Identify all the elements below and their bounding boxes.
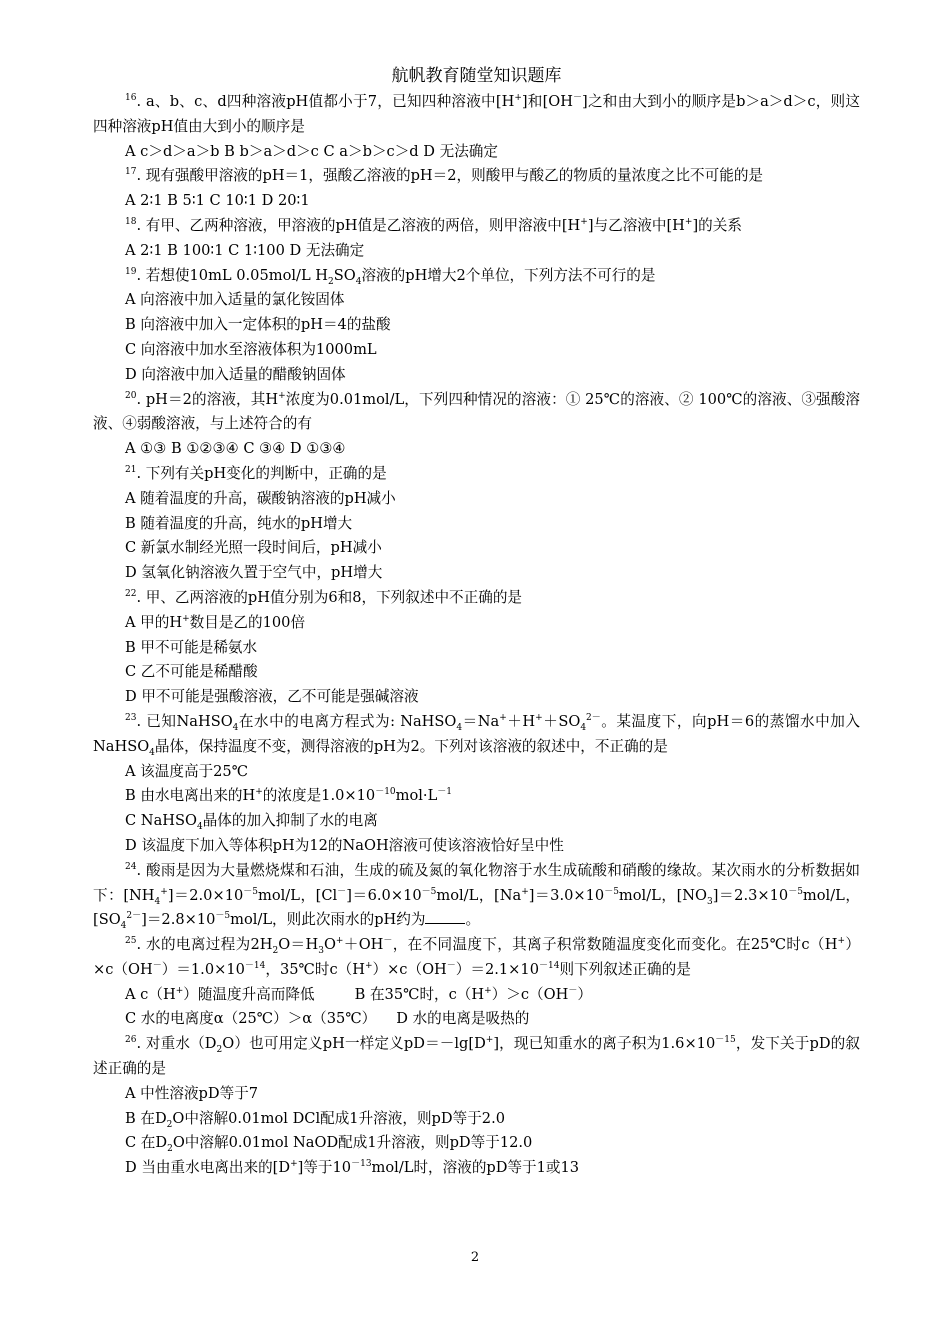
option-d: D 氢氧化钠溶液久置于空气中，pH增大	[125, 564, 383, 582]
page-number: 2	[470, 1250, 480, 1265]
option-d: D 该温度下加入等体积pH为12的NaOH溶液可使该溶液恰好呈中性	[125, 836, 564, 854]
option-a: A 随着温度的升高，碳酸钠溶液的pH减小	[125, 489, 396, 507]
option-c: C NaHSO$_4$晶体的加入抑制了水的电离	[125, 812, 378, 833]
options-cd: C 水的电离度α（25℃）＞α（35℃） D 水的电离是吸热的	[125, 1010, 530, 1028]
option-c: C 新氯水制经光照一段时间后，pH减小	[125, 539, 382, 557]
question-24: $^{24}$. 酸雨是因为大量燃烧煤和石油，生成的硫及氮的氧化物溶于水生成硫酸和硝酸的缘故。某次雨水的分析数据如下：$[NH_4^+]=2.0\times 10^{-5}mol/L$，$[Cl^-]=6.0\times 10^{-5}mol/L$，$[Na^+]=3.0\times 10^{-5}mol/L$，$[NO_3]=2.3\times 10^{-5}mol/L$，$[SO_4^{2-}]=2.8\times 10^{-5}mol/L$，则此次雨水的pH约为 。	[93, 861, 860, 932]
question-number: 16	[125, 93, 137, 104]
page-header: 航帆教育随堂知识题库	[391, 66, 562, 86]
question-18: $^{18}$. 有甲、乙两种溶液，甲溶液的pH值是乙溶液的两倍，则甲溶液中[H+]与乙溶液中[H+]的关系	[125, 216, 742, 234]
question-number: 25	[125, 936, 137, 947]
question-number: 24	[125, 861, 137, 872]
question-number: 23	[125, 713, 137, 724]
question-number: 19	[125, 266, 137, 277]
option-d: D 向溶液中加入适量的醋酸钠固体	[125, 365, 346, 383]
option-b: B 向溶液中加入一定体积的pH＝4的盐酸	[125, 316, 391, 334]
question-20-options: A ①③ B ①②③④ C ③④ D ①③④	[125, 440, 346, 458]
option-b: B 甲不可能是稀氨水	[125, 638, 258, 656]
question-21: $^{21}$. 下列有关pH变化的判断中，正确的是	[125, 464, 387, 482]
option-a: A 中性溶液pD等于7	[125, 1084, 259, 1102]
question-23: $^{23}$. 已知NaHSO$_4$在水中的电离方程式为: $NaHSO_4=Na^++H^++SO_4^{2-}$。某温度下，向pH＝6的蒸馏水中加入NaHSO$_4$晶体，保持温度不变，测得溶液的pH为2。下列对该溶液的叙述中，不正确的是	[93, 712, 860, 758]
question-number: 21	[125, 465, 137, 476]
option-c: C 向溶液中加水至溶液体积为1000mL	[125, 340, 377, 358]
question-17-options: A 2∶1 B 5∶1 C 10∶1 D 20∶1	[125, 192, 310, 210]
question-20: $^{20}$. pH＝2的溶液，其H+浓度为0.01mol/L，下列四种情况的溶液：① 25℃的溶液、② 100℃的溶液、③强酸溶液、④弱酸溶液，与上述符合的有	[93, 390, 861, 433]
question-16: $^{16}$. a、b、c、d四种溶液pH值都小于7，已知四种溶液中[H+]和[OH－]之和由大到小的顺序是b＞a＞d＞c，则这四种溶液pH值由大到小的顺序是	[93, 93, 860, 135]
option-b: B 在$D_2O$中溶解0.01mol DCl配成1升溶液，则pD等于2.0	[125, 1109, 505, 1130]
question-19: $^{19}$. 若想使10mL 0.05mol/L $H_2SO_4$溶液的pH增大2个单位，下列方法不可行的是	[125, 266, 656, 287]
question-number: 26	[125, 1035, 137, 1046]
option-c: C 在$D_2O$中溶解0.01mol NaOD配成1升溶液，则pD等于12.0	[125, 1134, 533, 1155]
question-26: $^{26}$. 对重水$(D_2O)$也可用定义pH一样定义pD＝－lg[D+]，现已知重水的离子积为$1.6\times 10^{-15}$，发下关于pD的叙述正确的是	[93, 1035, 861, 1078]
question-number: 18	[125, 217, 137, 228]
option-a: A 该温度高于25℃	[125, 762, 249, 780]
option-d: D 当由重水电离出来的[D+]等于$10^{-13}mol/L$时，溶液的pD等于1或13	[125, 1159, 580, 1177]
question-18-options: A 2∶1 B 100∶1 C 1∶100 D 无法确定	[125, 241, 365, 259]
option-a: A 甲的H+数目是乙的100倍	[125, 613, 306, 631]
option-a: A 向溶液中加入适量的氯化铵固体	[125, 291, 345, 309]
option-b: B 由水电离出来的H+的浓度是$1.0\times 10^{-10}mol\cdot L^{-1}$	[125, 787, 452, 805]
question-16-options: A c＞d＞a＞b B b＞a＞d＞c C a＞b＞c＞d D 无法确定	[125, 142, 498, 160]
options-ab: A c（H+）随温度升高而降低 B 在35℃时，c（H+）＞c（OH－）	[125, 985, 592, 1003]
question-number: 20	[125, 390, 137, 401]
question-number: 22	[125, 589, 137, 600]
option-b: B 随着温度的升高，纯水的pH增大	[125, 514, 353, 532]
option-c: C 乙不可能是稀醋酸	[125, 663, 258, 681]
question-25: $^{25}$. 水的电离过程为$2H_2O=H_3O^++OH^-$，在不同温度下，其离子积常数随温度变化而变化。在25℃时$c(H^+)\times c(OH^-)=1.0\times 10^{-14}$，35℃时$c(H^+)\times c(OH^-)=2.1\times 10^{-14}$则下列叙述正确的是	[93, 936, 860, 978]
question-17: $^{17}$. 现有强酸甲溶液的pH＝1，强酸乙溶液的pH＝2，则酸甲与酸乙的物质的量浓度之比不可能的是	[125, 167, 764, 185]
answer-blank[interactable]	[425, 909, 465, 924]
question-number: 17	[125, 167, 137, 178]
page-content	[93, 64, 860, 1181]
option-d: D 甲不可能是强酸溶液，乙不可能是强碱溶液	[125, 688, 419, 706]
question-22: $^{22}$. 甲、乙两溶液的pH值分别为6和8，下列叙述中不正确的是	[125, 588, 523, 606]
